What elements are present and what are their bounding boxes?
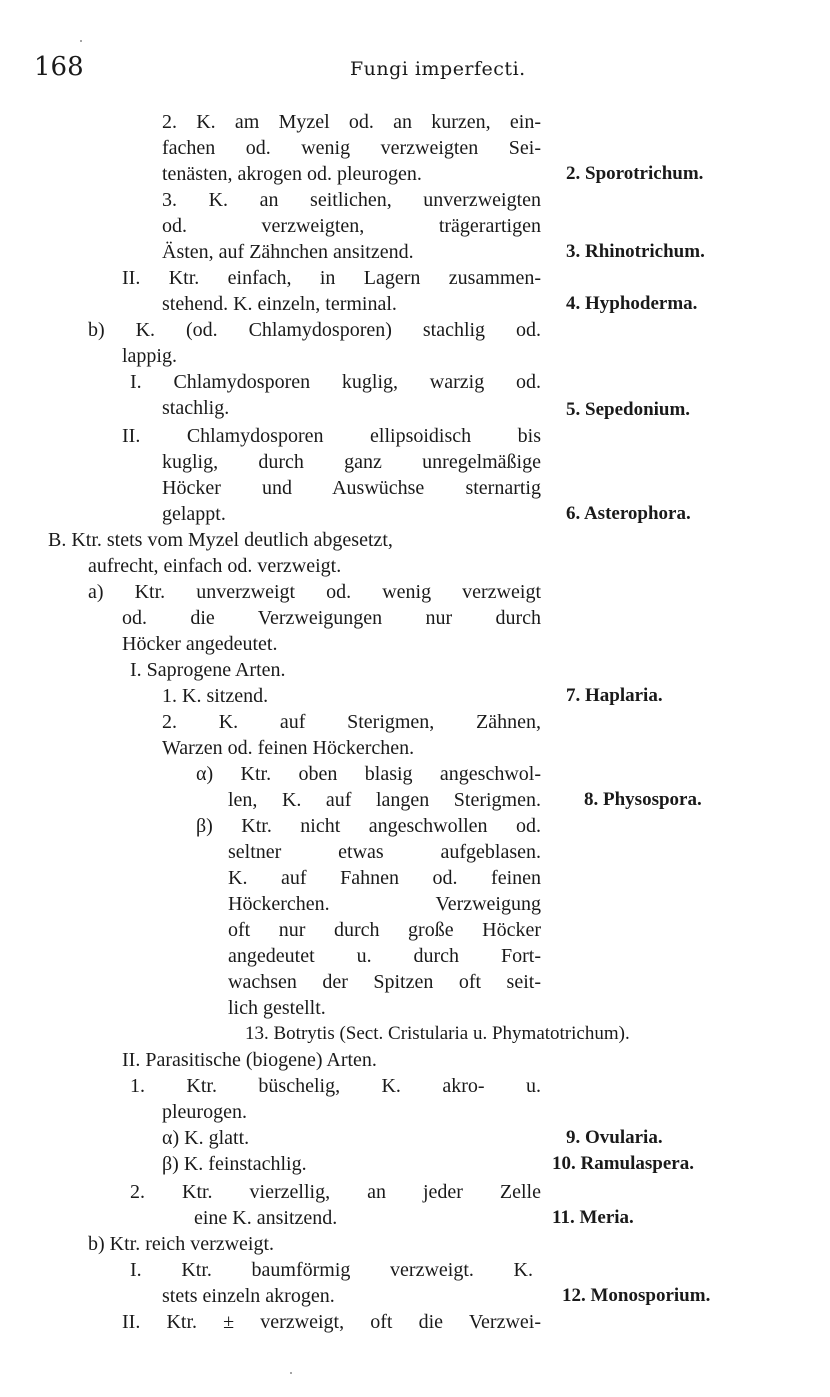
print-speck (290, 1372, 292, 1374)
key-line: I. Ktr. baumförmig verzweigt. K. (130, 1259, 533, 1281)
page-number: 168 (34, 52, 84, 82)
print-speck (80, 40, 82, 42)
genus-sepedonium: 5. Sepedonium. (566, 399, 691, 420)
genus-sporotrichum: 2. Sporotrichum. (566, 163, 704, 184)
key-line: Warzen od. feinen Höckerchen. (162, 737, 415, 759)
key-line: lich gestellt. (228, 997, 326, 1019)
key-line: kuglig, durch ganz unregelmäßige (162, 451, 541, 473)
key-line: 2. K. am Myzel od. an kurzen, ein- (162, 111, 541, 133)
key-line: α) Ktr. oben blasig angeschwol- (196, 763, 541, 785)
key-line: I. Saprogene Arten. (130, 659, 286, 681)
key-line: angedeutet u. durch Fort- (228, 945, 541, 967)
genus-monosporium: 12. Monosporium. (562, 1285, 711, 1306)
key-line: b) K. (od. Chlamydosporen) stachlig od. (88, 319, 541, 341)
running-title: Fungi imperfecti. (350, 58, 526, 80)
genus-hyphoderma: 4. Hyphoderma. (566, 293, 698, 314)
key-line: II. Ktr. einfach, in Lagern zusammen- (122, 267, 541, 289)
key-line: wachsen der Spitzen oft seit- (228, 971, 541, 993)
key-line: I. Chlamydosporen kuglig, warzig od. (130, 371, 541, 393)
key-line: lappig. (122, 345, 177, 367)
key-line: II. Chlamydosporen ellipsoidisch bis (122, 425, 541, 447)
key-line: gelappt. (162, 503, 226, 525)
genus-asterophora: 6. Asterophora. (566, 503, 691, 524)
genus-physospora: 8. Physospora. (584, 789, 702, 810)
key-line: od. verzweigten, trägerartigen (162, 215, 541, 237)
key-line: 1. Ktr. büschelig, K. akro- u. (130, 1075, 541, 1097)
key-line: Höckerchen. Verzweigung (228, 893, 541, 915)
key-line: od. die Verzweigungen nur durch (122, 607, 541, 629)
genus-rhinotrichum: 3. Rhinotrichum. (566, 241, 705, 262)
key-line: 2. K. auf Sterigmen, Zähnen, (162, 711, 541, 733)
key-line: len, K. auf langen Sterigmen. (228, 789, 541, 811)
key-line: B. Ktr. stets vom Myzel deutlich abgesetzt, (48, 529, 393, 551)
key-line: II. Parasitische (biogene) Arten. (122, 1049, 377, 1071)
genus-meria: 11. Meria. (552, 1207, 634, 1228)
key-line: stets einzeln akrogen. (162, 1285, 335, 1307)
key-line: 2. Ktr. vierzellig, an jeder Zelle (130, 1181, 541, 1203)
key-line: seltner etwas aufgeblasen. (228, 841, 541, 863)
key-line: α) K. glatt. (162, 1127, 250, 1149)
key-line: 1. K. sitzend. (162, 685, 269, 707)
key-line: a) Ktr. unverzweigt od. wenig verzweigt (88, 581, 541, 603)
key-line: b) Ktr. reich verzweigt. (88, 1233, 275, 1255)
key-line: K. auf Fahnen od. feinen (228, 867, 541, 889)
key-line: aufrecht, einfach od. verzweigt. (88, 555, 342, 577)
key-line: eine K. ansitzend. (194, 1207, 338, 1229)
key-line: Höcker angedeutet. (122, 633, 278, 655)
key-line: Ästen, auf Zähnchen ansitzend. (162, 241, 414, 263)
key-line: Höcker und Auswüchse sternartig (162, 477, 541, 499)
key-line: stachlig. (162, 397, 230, 419)
key-line: fachen od. wenig verzweigten Sei- (162, 137, 541, 159)
genus-entry-botrytis: 13. Botrytis (Sect. Cristularia u. Phymatotrichum). (245, 1023, 630, 1044)
key-line: II. Ktr. ± verzweigt, oft die Verzwei- (122, 1311, 541, 1333)
key-line: β) K. feinstachlig. (162, 1153, 307, 1175)
key-line: pleurogen. (162, 1101, 247, 1123)
genus-ramulaspera: 10. Ramulaspera. (552, 1153, 694, 1174)
key-line: oft nur durch große Höcker (228, 919, 541, 941)
key-line: β) Ktr. nicht angeschwollen od. (196, 815, 541, 837)
key-line: tenästen, akrogen od. pleurogen. (162, 163, 422, 185)
genus-haplaria: 7. Haplaria. (566, 685, 663, 706)
genus-ovularia: 9. Ovularia. (566, 1127, 663, 1148)
key-line: 3. K. an seitlichen, unverzweigten (162, 189, 541, 211)
key-line: stehend. K. einzeln, terminal. (162, 293, 397, 315)
